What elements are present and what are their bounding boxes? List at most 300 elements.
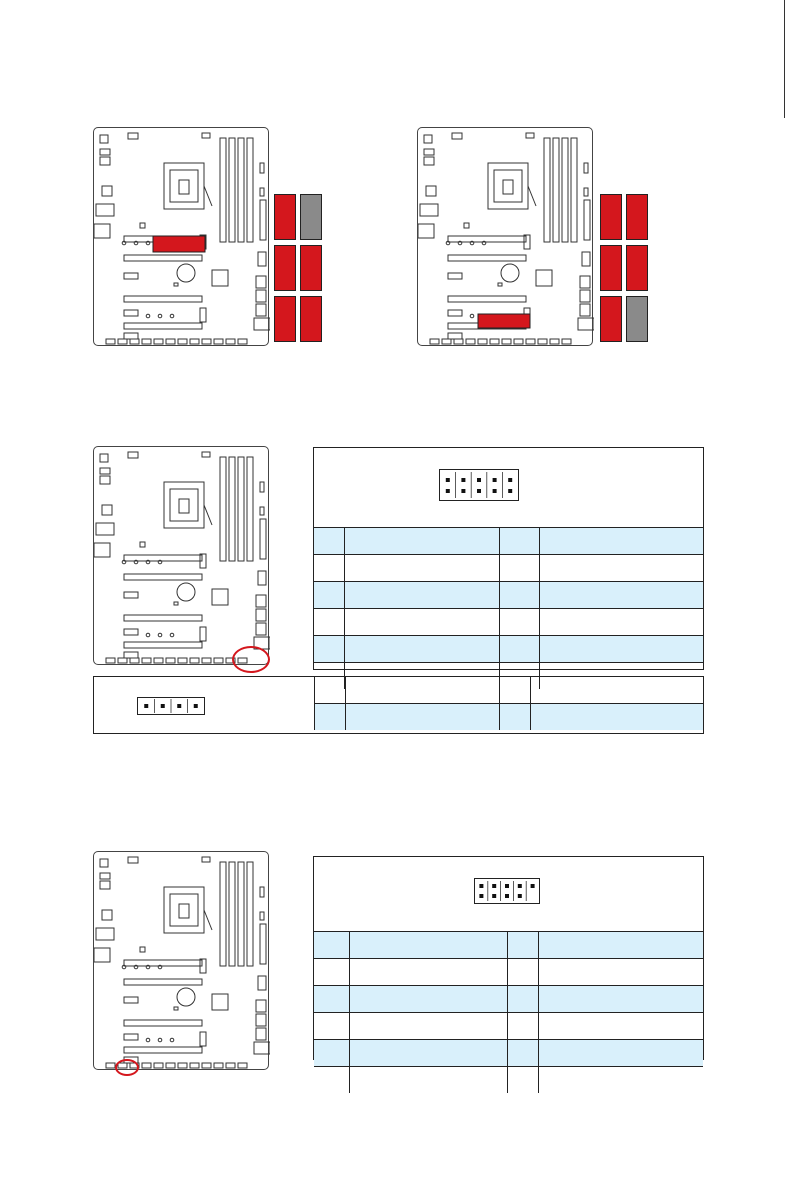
header-4pin-icon	[137, 697, 205, 715]
table-cell-pin	[314, 528, 344, 555]
battery	[177, 988, 195, 1006]
header-9pin-icon	[474, 878, 540, 904]
table-cell-signal	[530, 677, 703, 704]
usb-header	[254, 1042, 270, 1054]
chipset	[536, 270, 552, 286]
bottom-header	[466, 339, 475, 344]
board-layout-4	[94, 852, 270, 1071]
io-port	[94, 543, 110, 557]
dimm-slot	[247, 862, 253, 966]
pinout-table-10pin	[314, 527, 703, 689]
table-row	[315, 704, 704, 731]
header-10pin-icon	[439, 469, 519, 501]
cpu-socket-inner	[494, 170, 522, 202]
mount-hole	[146, 633, 150, 637]
sata-port	[258, 976, 266, 990]
io-port	[102, 186, 112, 196]
slot-status-cell	[274, 194, 296, 240]
bottom-header	[142, 339, 151, 344]
fan-header	[584, 188, 588, 196]
bottom-header	[142, 658, 151, 663]
header-top-right	[526, 133, 534, 138]
table-cell-pin	[314, 1067, 349, 1094]
table-cell-signal	[539, 1040, 703, 1067]
bottom-header	[226, 339, 235, 344]
pin	[161, 704, 165, 708]
pcie-x1-slot	[124, 333, 138, 339]
pcie-x1-slot	[124, 310, 138, 316]
bottom-header	[202, 1063, 211, 1068]
table-cell-pin	[499, 582, 540, 609]
bottom-header	[526, 339, 535, 344]
dimm-slot	[571, 138, 577, 242]
io-port	[100, 873, 110, 879]
pin	[461, 478, 465, 482]
io-port	[94, 948, 110, 962]
table-header-row	[314, 528, 703, 555]
bottom-header	[226, 1063, 235, 1068]
dimm-slot	[238, 862, 244, 966]
io-port	[100, 468, 110, 474]
bottom-header	[190, 1063, 199, 1068]
pinout-table-9pin	[314, 931, 703, 1093]
table-cell-pin	[314, 609, 344, 636]
sata-port	[258, 252, 266, 266]
header-top-right	[202, 133, 210, 138]
table-cell-pin	[315, 677, 346, 704]
slot-status-cell	[300, 296, 322, 342]
bottom-header	[154, 1063, 163, 1068]
table-cell-signal	[539, 986, 703, 1013]
slot-status-cell	[274, 245, 296, 291]
sata-port	[256, 276, 266, 288]
bottom-header	[202, 658, 211, 663]
component	[498, 283, 502, 286]
pcie-slot	[124, 574, 202, 580]
dimm-slot	[229, 862, 235, 966]
pin	[518, 894, 522, 898]
table-cell-signal	[344, 609, 499, 636]
io-port	[100, 881, 110, 889]
socket-lever	[204, 186, 212, 206]
chipset	[212, 589, 228, 605]
table-cell-pin	[314, 1040, 349, 1067]
m2-slot	[200, 1032, 206, 1046]
pin	[505, 884, 509, 888]
pinout-box-4pin	[93, 676, 704, 734]
table-cell-signal	[344, 636, 499, 663]
table-row	[314, 1040, 703, 1067]
header-top-right	[202, 857, 210, 862]
fan-header	[260, 163, 264, 173]
sata-port	[258, 571, 266, 585]
table-cell-signal	[344, 582, 499, 609]
slot-status-cell	[626, 245, 648, 291]
header-top-left	[452, 133, 462, 139]
pcie-slot	[124, 1047, 202, 1053]
table-cell-signal	[344, 528, 499, 555]
socket-lever	[528, 186, 536, 206]
pcie-slot	[124, 615, 202, 621]
cpu-socket-core	[179, 180, 189, 194]
table-cell-pin	[314, 986, 349, 1013]
table-cell-signal	[345, 677, 499, 704]
pcie-x1-slot	[448, 273, 462, 279]
cpu-socket-core	[179, 499, 189, 513]
table-cell-signal	[349, 959, 508, 986]
pin	[479, 894, 483, 898]
table-cell-signal	[530, 704, 703, 731]
table-cell-signal	[349, 932, 508, 959]
page-edge-rule	[784, 0, 785, 118]
io-port	[96, 928, 114, 940]
sata-port	[256, 623, 266, 635]
motherboard-diagram-config-1	[93, 127, 269, 346]
io-port	[424, 157, 434, 165]
dimm-slot	[229, 138, 235, 242]
table-cell-pin	[499, 528, 540, 555]
pinout-table-10pin-body	[314, 528, 703, 690]
dimm-slot	[247, 457, 253, 561]
slot-status-panel-1	[274, 194, 324, 344]
pin	[508, 489, 512, 493]
mount-hole	[170, 1038, 174, 1042]
bottom-header	[178, 339, 187, 344]
table-row	[314, 986, 703, 1013]
bottom-header	[106, 658, 115, 663]
component	[464, 223, 469, 228]
battery	[177, 264, 195, 282]
io-port	[100, 157, 110, 165]
pcie-slot	[448, 296, 526, 302]
fan-header	[260, 912, 264, 920]
pcie-x1-slot	[124, 592, 138, 598]
component	[174, 1007, 178, 1010]
slot-status-cell	[600, 194, 622, 240]
pcie-x1-slot	[124, 629, 138, 635]
pinout-box-9pin	[313, 856, 704, 1060]
table-cell-signal	[344, 555, 499, 582]
bottom-header	[106, 1063, 115, 1068]
chipset	[212, 270, 228, 286]
motherboard-diagram-config-2	[417, 127, 593, 346]
io-port	[100, 135, 108, 143]
table-cell-pin	[314, 1013, 349, 1040]
atx-power	[260, 200, 266, 240]
component	[140, 223, 145, 228]
bottom-header	[118, 339, 127, 344]
header-top-left	[128, 133, 138, 139]
pin	[477, 478, 481, 482]
pin	[177, 704, 181, 708]
bottom-header	[154, 658, 163, 663]
sata-port	[256, 1028, 266, 1040]
table-cell-signal	[540, 636, 703, 663]
bottom-header	[514, 339, 523, 344]
table-cell-signal	[345, 704, 499, 731]
component	[140, 947, 145, 952]
table-cell-pin	[508, 1040, 539, 1067]
bottom-header	[502, 339, 511, 344]
pinout-table-9pin-body	[314, 932, 703, 1094]
io-port	[96, 204, 114, 216]
table-cell-pin	[314, 959, 349, 986]
table-cell-pin	[314, 932, 349, 959]
usb-header	[254, 318, 270, 330]
dimm-slot	[247, 138, 253, 242]
pin	[518, 884, 522, 888]
table-row	[314, 555, 703, 582]
table-cell-pin	[314, 636, 344, 663]
bottom-header	[166, 1063, 175, 1068]
io-port	[100, 476, 110, 484]
bottom-header	[538, 339, 547, 344]
atx-power	[260, 519, 266, 559]
table-cell-pin	[508, 1067, 539, 1094]
battery	[501, 264, 519, 282]
bottom-header	[562, 339, 571, 344]
atx-power	[584, 200, 590, 240]
table-cell-signal	[540, 582, 703, 609]
bottom-header	[166, 339, 175, 344]
table-cell-pin	[508, 986, 539, 1013]
table-cell-signal	[349, 1013, 508, 1040]
io-port	[420, 204, 438, 216]
usb-header	[578, 318, 594, 330]
dimm-slot	[220, 138, 226, 242]
cpu-socket-core	[179, 904, 189, 918]
io-port	[424, 149, 434, 155]
pcie-x1-slot	[124, 273, 138, 279]
pinout-box-10pin	[313, 447, 704, 670]
board-layout-2	[418, 128, 594, 347]
table-cell-pin	[314, 582, 344, 609]
dimm-slot	[544, 138, 550, 242]
pcie-slot	[124, 642, 202, 648]
table-header-row	[314, 932, 703, 959]
pin	[493, 478, 497, 482]
bottom-header	[106, 339, 115, 344]
atx-power	[260, 924, 266, 964]
pin	[493, 489, 497, 493]
bottom-header	[430, 339, 439, 344]
table-cell-pin	[508, 932, 539, 959]
pcie-slot	[124, 296, 202, 302]
table-row	[315, 677, 704, 704]
table-cell-signal	[539, 1013, 703, 1040]
table-cell-signal	[540, 609, 703, 636]
io-port	[94, 224, 110, 238]
m2-slot	[200, 627, 206, 641]
pin	[492, 894, 496, 898]
mount-hole	[158, 1038, 162, 1042]
io-port	[424, 135, 432, 143]
pcie-slot	[124, 979, 202, 985]
table-cell-signal	[349, 986, 508, 1013]
mount-hole	[158, 633, 162, 637]
pcie-x1-slot	[124, 652, 138, 658]
pcie-x1-slot	[448, 333, 462, 339]
pin	[461, 489, 465, 493]
dimm-slot	[229, 457, 235, 561]
slot-status-cell	[600, 296, 622, 342]
table-cell-pin	[314, 555, 344, 582]
table-cell-signal	[349, 1067, 508, 1094]
pin	[479, 884, 483, 888]
table-cell-pin	[508, 1013, 539, 1040]
bottom-header	[142, 1063, 151, 1068]
pin	[531, 884, 535, 888]
bottom-header	[442, 339, 451, 344]
highlighted-slot	[153, 236, 205, 252]
dimm-slot	[238, 457, 244, 561]
sata-port	[256, 1000, 266, 1012]
io-port	[102, 910, 112, 920]
table-row	[314, 1013, 703, 1040]
bottom-header	[478, 339, 487, 344]
board-layout-3	[94, 447, 270, 666]
table-cell-pin	[508, 959, 539, 986]
mount-hole	[158, 314, 162, 318]
pcie-slot	[124, 323, 202, 329]
bottom-header	[178, 1063, 187, 1068]
pin	[492, 884, 496, 888]
table-cell-signal	[539, 932, 703, 959]
table-cell-pin	[500, 704, 531, 731]
component	[140, 542, 145, 547]
pcie-x1-slot	[124, 997, 138, 1003]
component	[174, 602, 178, 605]
io-port	[102, 505, 112, 515]
bottom-header	[130, 658, 139, 663]
pin	[194, 704, 198, 708]
table-row	[314, 636, 703, 663]
header-top-left	[128, 452, 138, 458]
sata-port	[256, 290, 266, 302]
table-row	[314, 1067, 703, 1094]
dimm-slot	[553, 138, 559, 242]
pin	[144, 704, 148, 708]
cpu-socket-inner	[170, 170, 198, 202]
cpu-socket-core	[503, 180, 513, 194]
mount-hole	[170, 314, 174, 318]
table-cell-signal	[540, 555, 703, 582]
io-port	[100, 859, 108, 867]
header-top-left	[128, 857, 138, 863]
table-cell-pin	[315, 704, 346, 731]
table-cell-pin	[499, 555, 540, 582]
bottom-header	[238, 339, 247, 344]
cpu-socket-inner	[170, 489, 198, 521]
pin	[446, 478, 450, 482]
mount-hole	[470, 314, 474, 318]
bottom-header	[238, 1063, 247, 1068]
pcie-x1-slot	[124, 1034, 138, 1040]
bottom-header	[178, 658, 187, 663]
fan-header	[260, 482, 264, 492]
table-cell-signal	[349, 1040, 508, 1067]
dimm-slot	[220, 457, 226, 561]
io-port	[100, 149, 110, 155]
header-top-right	[202, 452, 210, 457]
motherboard-diagram-header-location-2	[93, 851, 269, 1070]
mount-hole	[146, 314, 150, 318]
table-cell-signal	[539, 959, 703, 986]
sata-port	[582, 252, 590, 266]
table-cell-pin	[499, 609, 540, 636]
slot-status-cell	[300, 245, 322, 291]
io-port	[100, 454, 108, 462]
bottom-header	[490, 339, 499, 344]
sata-port	[256, 609, 266, 621]
io-port	[96, 523, 114, 535]
table-cell-pin	[499, 636, 540, 663]
cpu-socket-inner	[170, 894, 198, 926]
pcie-slot	[124, 1020, 202, 1026]
bottom-header	[214, 339, 223, 344]
dimm-slot	[238, 138, 244, 242]
slot-status-cell	[600, 245, 622, 291]
slot-status-cell	[626, 296, 648, 342]
fan-header	[584, 163, 588, 173]
pcie-x1-slot	[448, 310, 462, 316]
dimm-slot	[220, 862, 226, 966]
sata-port	[256, 1014, 266, 1026]
bottom-header	[154, 339, 163, 344]
bottom-header	[118, 658, 127, 663]
pin-grid-10	[440, 470, 518, 500]
slot-status-panel-2	[600, 194, 650, 344]
pin-grid-4	[138, 698, 204, 714]
bottom-header	[190, 339, 199, 344]
slot-status-cell	[300, 194, 322, 240]
table-row	[314, 582, 703, 609]
bottom-header	[214, 1063, 223, 1068]
pin	[508, 478, 512, 482]
pcie-slot	[124, 255, 202, 261]
table-cell-signal	[540, 528, 703, 555]
pin-grid-9	[475, 879, 539, 903]
io-port	[426, 186, 436, 196]
mount-hole	[146, 1038, 150, 1042]
pin	[477, 489, 481, 493]
board-layout-1	[94, 128, 270, 347]
table-row	[314, 609, 703, 636]
battery	[177, 583, 195, 601]
sata-port	[256, 304, 266, 316]
bottom-header	[130, 339, 139, 344]
highlighted-slot	[478, 314, 530, 328]
header-location-ring-2	[115, 1059, 139, 1076]
table-row	[314, 959, 703, 986]
sata-port	[580, 276, 590, 288]
socket-lever	[204, 505, 212, 525]
fan-header	[260, 188, 264, 196]
bottom-header	[202, 339, 211, 344]
m2-slot	[200, 308, 206, 322]
fan-header	[260, 507, 264, 515]
pcie-slot	[448, 255, 526, 261]
sata-port	[580, 290, 590, 302]
table-cell-signal	[539, 1067, 703, 1094]
fan-header	[260, 887, 264, 897]
pinout-table-4pin-body	[315, 677, 704, 730]
bottom-header	[214, 658, 223, 663]
motherboard-diagram-header-location-1	[93, 446, 269, 665]
sata-port	[580, 304, 590, 316]
bottom-header	[190, 658, 199, 663]
chipset	[212, 994, 228, 1010]
